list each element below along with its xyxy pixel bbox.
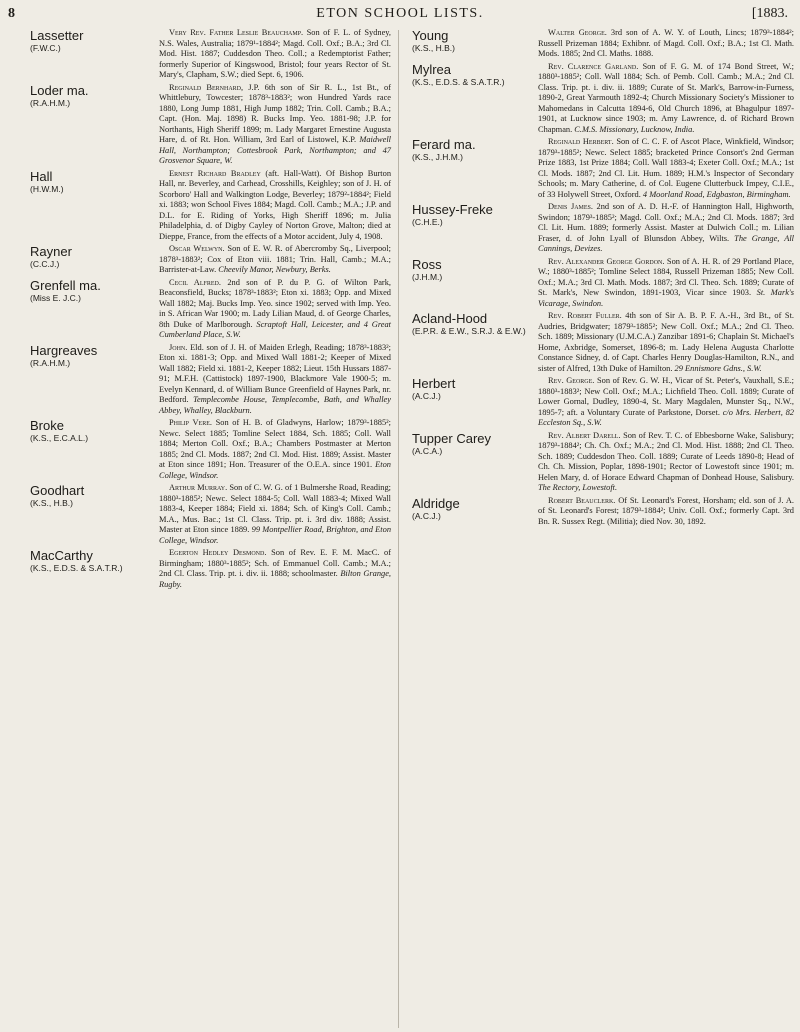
- house-tutor: (K.S., E.C.A.L.): [30, 433, 89, 443]
- house-tutor: (F.W.C.): [30, 43, 61, 53]
- entry-block: [159, 483, 391, 546]
- entry-text: Son of Rev. G. W. H., Vicar of St. Peter's, Vauxhall, S.E.; 1880³-1883²; New Coll. Oxf.; M.A.; Lichfield Theo. Coll. 1889; Curate of Lower Gornal, Dudley, 1890-4, St. Mary Magdalen, Munster Sq., N.W., 1895-7; aft. a Voluntary Curate of Parkstone, Dorset.: [538, 376, 794, 417]
- entry-name: Walter George.: [548, 28, 607, 37]
- house-label: [412, 62, 537, 87]
- entry-text: Eld. son of J. H. of Maiden Erlegh, Reading; 1878³-1883²; Eton xi. 1881-3; Opp. and Mixed Wall 1881-2; Keeper of Mixed Wall 1882; Field xi. 1881-2, Keeper 1882; Lieut. 15th Hussars 1887-91; M.F.H. (Cattistock) 1897-1900, Blackmore Vale 1900-5; m. Evelyn Kennard, d. of William Bunce Greenfield of Haynes Park, nr. Bedford.: [159, 342, 392, 404]
- entry-text: Son of H. B. of Gladwyns, Harlow; 1879³-1885²; Newc. Select 1885; Tomline Select 1884, Sch. 1885; Coll. Wall 1884; Merton Coll. Oxf.; B.A.; Chambers Postmaster at Merton 1885; 2nd Cl. Mods. 1887; 2nd Cl. Mod. Hist. 1889; Assist. Master at Eton since 1891; Hon. Treasurer of the O.E.A. since 1901.: [159, 418, 391, 469]
- entry-address: The Rectory, Lowestoft.: [538, 483, 618, 492]
- entry-address: 99 Montpellier Road, Brighton, and Eton College, Windsor.: [159, 525, 392, 545]
- entry-text: Son of C. W. G. of 1 Bulmershe Road, Reading; 1880³-1885²; Newc. Select 1884-5; Coll. Wall 1883-4; Mixed Wall 1883-4, Keeper 1884; Field xi. 1884; Sch. of King's Coll. Camb.; M.A., Mus. Bac.; 1st Cl. Class. Trip. pt. i. 3rd div. 1888; Assist. Master at Eton since 1889.: [159, 483, 392, 534]
- entry-text: Son of Rev. T. C. of Ebbesborne Wake, Salisbury; 1879³-1884²; Ch. Ch. Oxf.; M.A.; 2nd Cl. Mod. Hist. 1888; 2nd Cl. Theo. Sch. 1889; Cuddesdon Theo. Coll. 1889; Curate of Leeds 1890-8; Head of Ch. Ch. Mission, Poplar, 1898-1901; Rector of Lowestoft since 1901; m. Helen Mary, d. of Horace Edward Chapman of Donhead House, Salisbury.: [538, 430, 794, 482]
- entry-text: 4th son of Sir A. B. P. F. A.-H., 3rd Bt., of St. Audries, Bridgwater; 1879³-1885²; New Coll. Oxf.; M.A.; 2nd Cl. Theo. Sch. 1889; Missionary (U.M.C.A.) Zanzibar 1891-6; Chaplain St. Michael's Home, Axbridge, Somerset, 1896-8; m. Lady Helena Augusta Charlotte Constance Sidney, d. of Capt. Charles Henry Douglas-Hamilton, R.N., and sister of Alfred, 13th Duke of Hamilton.: [538, 311, 794, 373]
- house-surname: Rayner: [30, 244, 72, 259]
- house-label: [30, 483, 155, 508]
- entry-name: Cecil Alfred.: [169, 277, 221, 287]
- entry: [538, 311, 794, 374]
- entry-name: Reginald Herbert.: [548, 137, 614, 146]
- entry: [159, 278, 391, 341]
- entry-block: [159, 548, 391, 590]
- entry-address: Maidwell Hall, Northampton; Cottesbrook Park, Northampton; and 47 Grosvenor Square, W.: [159, 135, 391, 165]
- house-label: [30, 83, 155, 108]
- house-surname: Broke: [30, 418, 64, 433]
- house-tutor: (K.S., E.D.S. & S.A.T.R.): [30, 563, 123, 573]
- house-tutor: (C.H.E.): [412, 217, 443, 227]
- entry-name: Denis James.: [548, 202, 593, 211]
- entry-block: [538, 28, 794, 60]
- house-surname: Ferard ma.: [412, 137, 476, 152]
- entry-name: Ernest Richard Bradley: [169, 168, 261, 178]
- house-surname: MacCarthy: [30, 548, 93, 563]
- house-surname: Loder ma.: [30, 83, 89, 98]
- entry-name: Rev. Albert Darell.: [548, 430, 621, 440]
- house-label: [30, 244, 155, 269]
- page-header: [0, 6, 800, 26]
- entry: [159, 418, 391, 481]
- entry-name: John.: [169, 342, 188, 352]
- house-label: [412, 311, 537, 336]
- entry-block: [538, 62, 794, 136]
- entry-text: Son of Rev. E. F. M. MacC. of Birmingham; 1880³-1885²; Sch. of Emmanuel Coll. Camb.; M.A.; 2nd Cl. Class. Trip. pt. i. div. ii. 1888; schoolmaster.: [159, 548, 391, 578]
- house-tutor: (A.C.J.): [412, 511, 441, 521]
- entry-address: Cheevily Manor, Newbury, Berks.: [218, 265, 331, 274]
- entry-block: [159, 278, 391, 341]
- entry-text: Son of C. C. F. of Ascot Place, Winkfield, Windsor; 1879³-1885²; Newc. Select 1885; bracketed Prince Consort's 2nd German Prize 1883, 1st Prize 1884; Coll. Wall 1883-4; Exeter Coll. Oxf.; M.A.; 1st Cl. Mods. 1887; 2nd Cl. Lit. Hum. 1889; H.M.'s Inspector of Secondary Schools; m. Mary Catherine, d. of Col. Eugene Clutterbuck Impey, C.I.E., of 33 Holywell Street, Oxford.: [538, 137, 794, 199]
- entry-address: 4 Moorland Road, Edgbaston, Birmingham.: [642, 189, 791, 199]
- house-tutor: (A.C.A.): [412, 446, 443, 456]
- house-surname: Young: [412, 28, 449, 43]
- entry-name: Reginald Bernhard, J.P.: [169, 82, 260, 92]
- entry: [159, 28, 391, 81]
- entry-block: [538, 431, 794, 494]
- house-label: [412, 137, 537, 162]
- entry-block: [159, 83, 391, 167]
- house-label: [30, 343, 155, 368]
- entry-text: Son of F. G. M. of 174 Bond Street, W.; 1880³-1885²; Coll. Wall 1884; Sch. of Pemb. Coll. Camb.; M.A.; 2nd Cl. Class. Trip. pt. i. div. ii. 1889; Curate of St. Mark's, Barrow-in-Furness, 1890-2, Great Yarmouth 1892-4; Church Missionary Society's Missioner to Mahomedans in Calcutta 1894-6, Old Church 1896, at Bhagulpur 1897-1901, at Lucknow since 1903; m. Amy Lawrence, d. of Richard Brown Chapman.: [538, 61, 794, 134]
- entry-name: Oscar Welwyn.: [169, 244, 225, 253]
- entry: [538, 28, 794, 60]
- house-label: [412, 496, 537, 521]
- house-tutor: (R.A.H.M.): [30, 98, 71, 108]
- entry: [159, 83, 391, 167]
- entry-text: 2nd son of P. du P. G. of Wilton Park, Beaconsfield, Bucks; 1878³-1883²; Eton xi. 1883; Opp. and Mixed Wall 1882; Maj. Bucks Imp. Yeo. since 1902; served with Imp. Yeo. in S. African War 1900; m. Lady Lilian Maud, d. of George Charles, 8th Duke of Marlborough.: [159, 277, 391, 329]
- entry: [538, 202, 794, 255]
- house-tutor: (E.P.R. & E.W., S.R.J. & E.W.): [412, 326, 526, 336]
- house-tutor: (Miss E. J.C.): [30, 293, 81, 303]
- entry: [538, 257, 794, 310]
- house-label: [412, 376, 537, 401]
- page-number: 8: [8, 6, 15, 21]
- house-surname: Ross: [412, 257, 442, 272]
- house-surname: Herbert: [412, 376, 456, 391]
- house-label: [412, 257, 537, 282]
- entry-text: Of St. Leonard's Forest, Horsham; eld. son of J. A. of St. Leonard's Forest; 1879³-1884²; Univ. Coll. Oxf.; formerly Capt. 3rd Bn. R. Sussex Regt. (Militia); died Nov. 30, 1892.: [538, 495, 794, 526]
- house-tutor: (R.A.H.M.): [30, 358, 71, 368]
- house-label: [412, 28, 537, 53]
- year-label: [1883.: [751, 6, 788, 21]
- entry-text: 2nd son of A. D. H.-F. of Hannington Hall, Highworth, Swindon; 1879³-1885²; Magd. Coll. Oxf.; M.A.; 2nd Cl. Mods. 1887; 3rd Cl. Lit. Hum. 1889; formerly Assist. Master at Dulwich Coll.; m. Lilian Fraser, d. of John Lyall of Blunsdon Abbey, Wilts.: [538, 202, 795, 243]
- entry-name: Rev. Robert Fuller.: [548, 311, 622, 320]
- entry: [159, 244, 391, 276]
- entry-block: [159, 244, 391, 276]
- entry-block: [159, 418, 391, 481]
- house-surname: Acland-Hood: [412, 311, 488, 326]
- house-tutor: (J.H.M.): [412, 272, 443, 282]
- entry: [159, 343, 391, 417]
- house-label: [412, 202, 537, 227]
- house-label: [30, 28, 155, 53]
- entry-address: The Grange, All Cannings, Devizes.: [538, 233, 794, 253]
- house-label: [30, 418, 155, 443]
- entry-address: Eton College, Windsor.: [159, 460, 391, 480]
- entry: [538, 431, 794, 494]
- entry-block: [538, 311, 794, 374]
- entry-address: Bilton Grange, Rugby.: [159, 569, 392, 589]
- house-label: [412, 431, 537, 456]
- entry: [159, 548, 391, 590]
- entry-address: c/o Mrs. Herbert, 82 Eccleston Sq., S.W.: [538, 407, 794, 427]
- entry-block: [538, 496, 794, 528]
- left-entries: [159, 28, 391, 592]
- entry-block: [159, 343, 391, 417]
- entry-name: Rev. Alexander George Gordon.: [548, 256, 665, 266]
- house-surname: Hargreaves: [30, 343, 98, 358]
- house-surname: Grenfell ma.: [30, 278, 101, 293]
- house-tutor: (K.S., H.B.): [412, 43, 455, 53]
- running-title: ETON SCHOOL LISTS.: [316, 6, 484, 21]
- entry-address: St. Mark's Vicarage, Swindon.: [538, 288, 794, 308]
- entry-text: Son of F. L. of Sydney, N.S. Wales, Australia; 1879¹-1884²; Magd. Coll. Oxf.; B.A.; 3rd Cl. Mod. Hist. 1887; Cuddesdon Theo. Coll.; a Redemptorist Father; formerly Superior of Kingswood, Bristol; four years Rector of St. Mary's, Clapham, S.W.; died Sept. 6, 1906.: [159, 28, 392, 79]
- house-surname: Hall: [30, 169, 53, 184]
- house-surname: Tupper Carey: [412, 431, 491, 446]
- entry: [538, 496, 794, 528]
- house-tutor: (K.S., H.B.): [30, 498, 73, 508]
- house-label: [30, 169, 155, 194]
- house-tutor: (A.C.J.): [412, 391, 441, 401]
- entry-block: [538, 257, 794, 310]
- house-surname: Aldridge: [412, 496, 460, 511]
- entry-name: Arthur Murray.: [169, 483, 228, 492]
- entry-block: [538, 137, 794, 200]
- entry-name: Egerton Hedley Desmond.: [169, 548, 267, 557]
- entry: [538, 137, 794, 200]
- entry: [159, 483, 391, 546]
- house-tutor: (K.S., E.D.S. & S.A.T.R.): [412, 77, 505, 87]
- entry: [159, 169, 391, 243]
- entry-address: 29 Ennismore Gdns., S.W.: [674, 363, 762, 373]
- entry-block: [159, 169, 391, 243]
- house-surname: Hussey-Freke: [412, 202, 493, 217]
- house-surname: Lassetter: [30, 28, 84, 43]
- entry-block: [159, 28, 391, 81]
- house-surname: Mylrea: [412, 62, 452, 77]
- entry-text: Son of E. W. R. of Abercromby Sq., Liverpool; 1878³-1883²; Cox of Eton viii. 1881; Trin. Hall, Camb.; M.A.; Barrister-at-Law.: [159, 244, 392, 274]
- entry: [538, 62, 794, 136]
- entry-block: [538, 202, 794, 255]
- house-tutor: (K.S., J.H.M.): [412, 152, 463, 162]
- house-surname: Goodhart: [30, 483, 85, 498]
- entry-text: Son of A. H. R. of 29 Portland Place, W.; 1880³-1885²; Tomline Select 1884, Russell Prizeman 1885; New Coll. Oxf.; M.A.; 3rd Cl. Math. Mods. 1887; 3rd Cl. Theo. Sch. 1889; Curate of St. Mark's, New Swindon, 1891-1903, Vicar since 1903.: [538, 256, 794, 297]
- entry-text: 3rd son of A. W. Y. of Louth, Lincs; 1879³-1884²; Russell Prizeman 1884; Exhibnr. of Magd. Coll. Oxf.; B.A.; 1st Cl. Math. Mods. 1885; 2nd Cl. Maths. 1888.: [538, 28, 795, 58]
- house-label: [30, 278, 155, 303]
- entry-name: Rev. Clarence Garland.: [548, 61, 639, 71]
- entry-address: Scraptoft Hall, Leicester, and 4 Great Cumberland Place, S.W.: [159, 319, 392, 339]
- right-entries: [538, 28, 794, 529]
- entry-name: Philip Vere.: [169, 418, 212, 427]
- column-divider: [398, 30, 399, 1028]
- house-tutor: (C.C.J.): [30, 259, 60, 269]
- entry-name: Robert Beauclerk.: [548, 495, 616, 505]
- entry-text: 6th son of Sir R. L., 1st Bt., of Whittlebury, Towcester; 1878³-1883²; won Hundred Yards race 1880, Long Jump 1881, High Jump 1882; Trin. Coll. Camb.; B.A.; Capt. (Hon. Maj. 1898) R. Bucks Imp. Yeo. 1881-98; J.P. for Northants, High Sheriff 1899; m. Lady Margaret Ernestine Augusta Hare, d. of Rt. Hon. William, 3rd Earl of Listowel, K.P.: [159, 82, 392, 144]
- entry-name: Rev. George.: [548, 376, 595, 385]
- entry-name: Very Rev. Father Leslie Beauchamp.: [169, 28, 304, 37]
- entry-text: (aft. Hall-Watt). Of Bishop Burton Hall, nr. Beverley, and Carhead, Crosshills, Keighley; son of J. H. of Scorboro' Hall and Walkington Lodge, Beverley; 1879²-1884²; Field xi. 1883; won School Fives 1884; Magd. Coll. Camb.; M.A.; J.P. and D.L. for E. Riding of Yorks, High Sheriff 1896; m. Julia Philadelphia, d. of Digby Cayley of Norton Grove, Malton; died at Dieppe, France, from the effects of a Motor accident, July 4, 1908.: [159, 168, 392, 241]
- entry-address: Templecombe House, Templecombe, Bath, and Whalley Abbey, Whalley, Blackburn.: [159, 395, 391, 415]
- house-label: [30, 548, 155, 573]
- entry-address: C.M.S. Missionary, Lucknow, India.: [574, 124, 695, 134]
- entry: [538, 376, 794, 429]
- house-tutor: (H.W.M.): [30, 184, 64, 194]
- entry-block: [538, 376, 794, 429]
